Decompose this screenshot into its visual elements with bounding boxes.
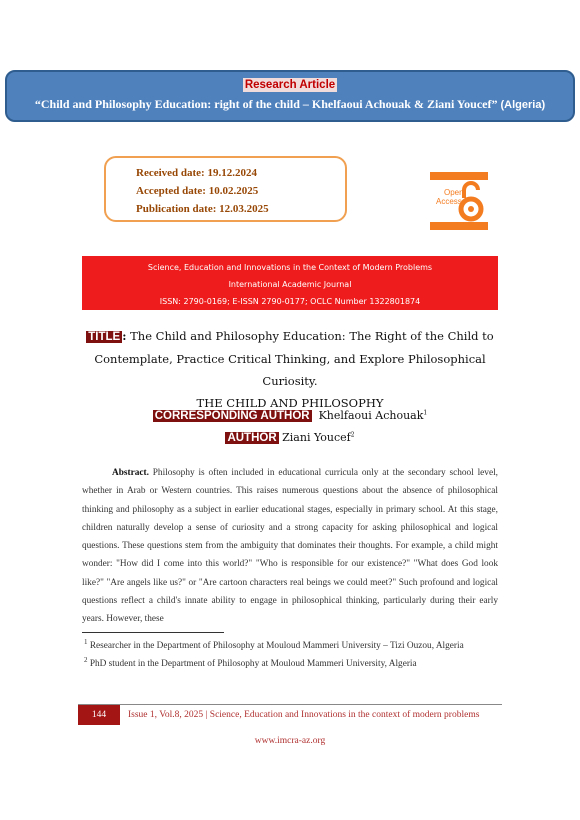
corresponding-author-name: Khelfaoui Achouak: [318, 409, 424, 422]
author-tag: AUTHOR: [227, 432, 277, 444]
open-access-line2: Access: [436, 197, 462, 206]
running-title-text: “Child and Philosophy Education: right of the child – Khelfaoui Achouak & Ziani Youcef”: [34, 97, 498, 111]
dates-box: [104, 156, 347, 222]
abstract: [82, 464, 498, 629]
abstract-text: Philosophy is often included in educational curricula only at the secondary school level, whether in Arab or Western countries. This raises numerous questions about the absence of philosophical thinking and philosophy as a subject in earlier educational stages, especially in primary school. At this stage, children naturally develop a sense of curiosity and a strong capacity for asking philosophical and logical questions. These questions stem from the ambiguity that dominates their thoughts. For example, a child might wonder: "How did I come into this world?" "Who is responsible for our existence?" "What does God look like?" "Are angels like us?" or "Are cartoon characters real beings we could meet?" Such profound and logical questions reflect a child's innate ability to engage in philosophical thinking, particularly during their early years. However, these: [82, 468, 498, 625]
open-access-icon: [430, 172, 488, 230]
title-line-3: THE CHILD AND PHILOSOPHY: [196, 396, 384, 410]
page-number: 144: [78, 705, 120, 725]
journal-type: International Academic Journal: [228, 280, 352, 289]
journal-name: Science, Education and Innovations in the Context of Modern Problems: [147, 263, 433, 272]
received-date: Received date: 19.12.2024: [136, 167, 257, 179]
paper-title: TITLE : The Child and Philosophy Education: The Right of the Child to Contemplate, Practice Critical Thinking, and Explore Philosophical Curiosity. THE CHILD AND PHILOSOPHY: [70, 325, 510, 414]
country-label: (Algeria): [500, 99, 546, 111]
footnote-ref-1: 1: [423, 409, 428, 417]
footnotes: [82, 636, 498, 672]
corresponding-author-tag: CORRESPONDING AUTHOR: [154, 410, 310, 422]
open-access-line1: Open: [444, 188, 464, 197]
article-type-label: Research Article: [244, 79, 336, 91]
footnote-2: $^2$ PhD student in the Department of Philosophy at Mouloud Mammeri University, Algeria: [84, 656, 417, 670]
author: [0, 431, 580, 444]
website-link[interactable]: www.imcra-az.org: [254, 736, 326, 746]
footnote-divider: [82, 632, 224, 633]
article-banner: [5, 70, 575, 122]
title-line-1: The Child and Philosophy Education: The Right of the Child to: [130, 329, 494, 343]
footnote-ref-2: 2: [350, 431, 355, 439]
accepted-date: Accepted date: 10.02.2025: [136, 185, 259, 197]
corresponding-author: [0, 409, 580, 422]
footer-journal-text: Issue 1, Vol.8, 2025 | Science, Education and Innovations in the context of modern problems: [128, 710, 480, 720]
title-line-2: Contemplate, Practice Critical Thinking, and Explore Philosophical Curiosity.: [94, 352, 486, 388]
journal-info-bar: [82, 256, 498, 310]
author-name: Ziani Youcef: [282, 431, 351, 444]
running-title: [7, 97, 573, 112]
title-tag: TITLE: [88, 331, 121, 343]
footnote-1: $^1$ Researcher in the Department of Philosophy at Mouloud Mammeri University – Tizi Ouzou, Algeria: [84, 638, 464, 652]
publication-date: Publication date: 12.03.2025: [136, 203, 269, 215]
abstract-heading: Abstract.: [112, 468, 149, 478]
journal-issn: ISSN: 2790-0169; E-ISSN 2790-0177; OCLC Number 1322801874: [159, 297, 421, 306]
